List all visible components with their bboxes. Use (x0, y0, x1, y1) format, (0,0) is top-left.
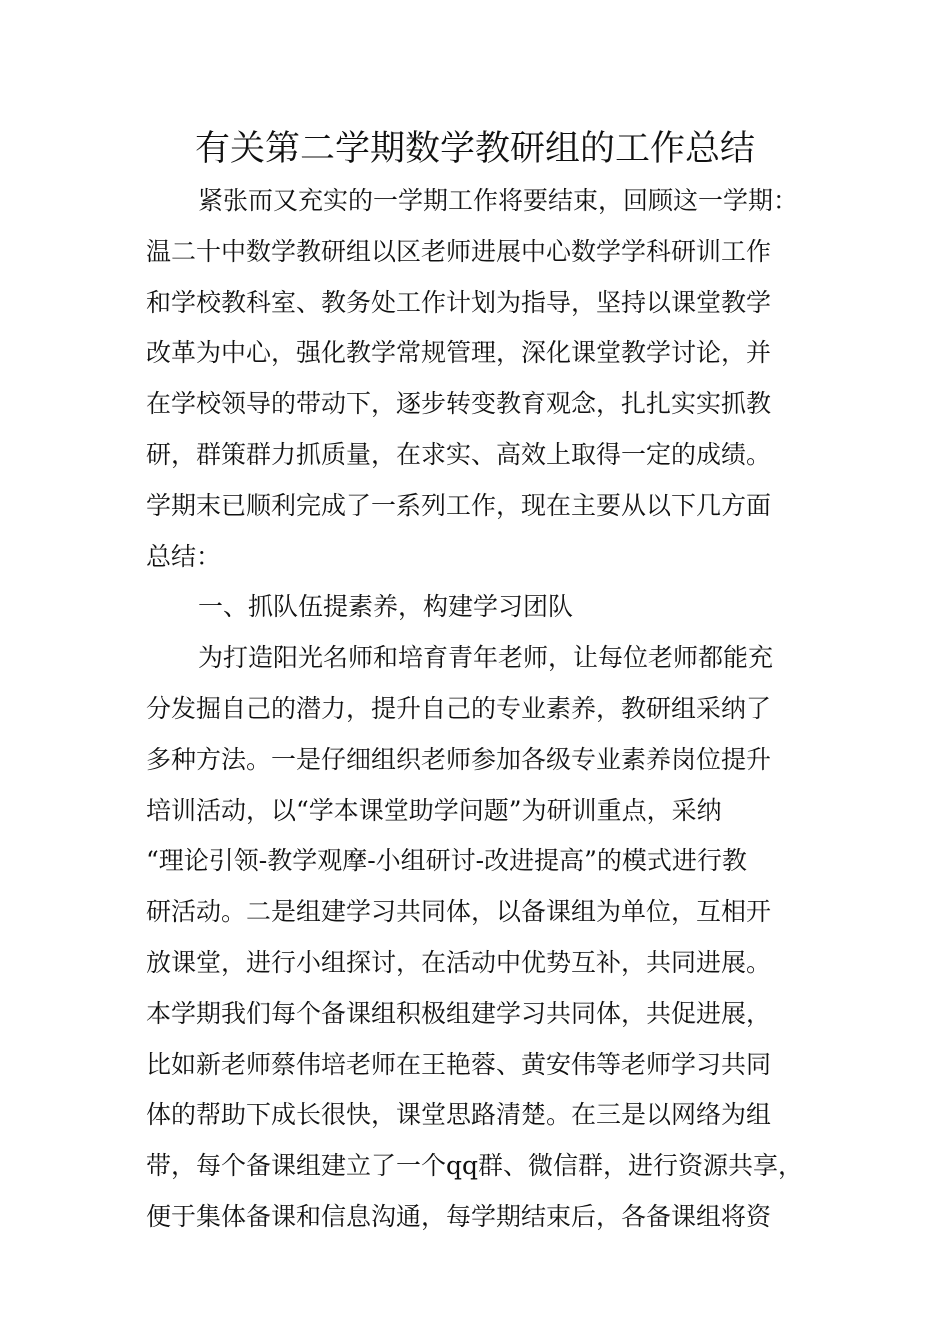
paragraph-line: 为打造阳光名师和培育青年老师，让每位老师都能充 (198, 643, 774, 673)
paragraph-line: 研活动。二是组建学习共同体，以备课组为单位，互相开 (146, 897, 772, 927)
paragraph-line: 分发掘自己的潜力，提升自己的专业素养，教研组采纳了 (146, 693, 772, 723)
paragraph-line: 和学校教科室、教务处工作计划为指导，坚持以课堂教学 (146, 287, 772, 317)
paragraph-line: 紧张而又充实的一学期工作将要结束，回顾这一学期： (198, 186, 799, 215)
section-heading: 一、抓队伍提素养，构建学习团队 (198, 592, 574, 622)
paragraph-line: 改革为中心，强化教学常规管理，深化课堂教学讨论，并 (146, 338, 772, 368)
paragraph-line: 学期末已顺利完成了一系列工作，现在主要从以下几方面 (146, 490, 772, 520)
paragraph-line: 带，每个备课组建立了一个qq群、微信群，进行资源共享， (146, 1151, 804, 1181)
paragraph-line: 体的帮助下成长很快，课堂思路清楚。在三是以网络为组 (146, 1100, 772, 1130)
paragraph-line: 温二十中数学教研组以区老师进展中心数学学科研训工作 (146, 236, 772, 266)
paragraph-line: 总结： (146, 541, 222, 571)
paragraph-line: 研，群策群力抓质量，在求实、高效上取得一定的成绩。 (146, 439, 772, 469)
paragraph-line: 比如新老师蔡伟培老师在王艳蓉、黄安伟等老师学习共同 (146, 1049, 772, 1079)
document-body (146, 176, 828, 1243)
document-title: 有关第二学期数学教研组的工作总结 (194, 129, 755, 169)
paragraph-line: 便于集体备课和信息沟通，每学期结束后，各备课组将资 (146, 1201, 772, 1231)
paragraph-line: 放课堂，进行小组探讨，在活动中优势互补，共同进展。 (146, 947, 772, 977)
paragraph-line: “理论引领-教学观摩-小组研讨-改进提高”的模式进行教 (146, 846, 747, 876)
paragraph-line: 多种方法。一是仔细组织老师参加各级专业素养岗位提升 (146, 744, 772, 774)
paragraph-line: 本学期我们每个备课组积极组建学习共同体，共促进展， (146, 998, 772, 1028)
paragraph-line: 在学校领导的带动下，逐步转变教育观念，扎扎实实抓教 (146, 389, 772, 419)
paragraph-line: 培训活动，以“学本课堂助学问题”为研训重点，采纳 (146, 795, 722, 825)
